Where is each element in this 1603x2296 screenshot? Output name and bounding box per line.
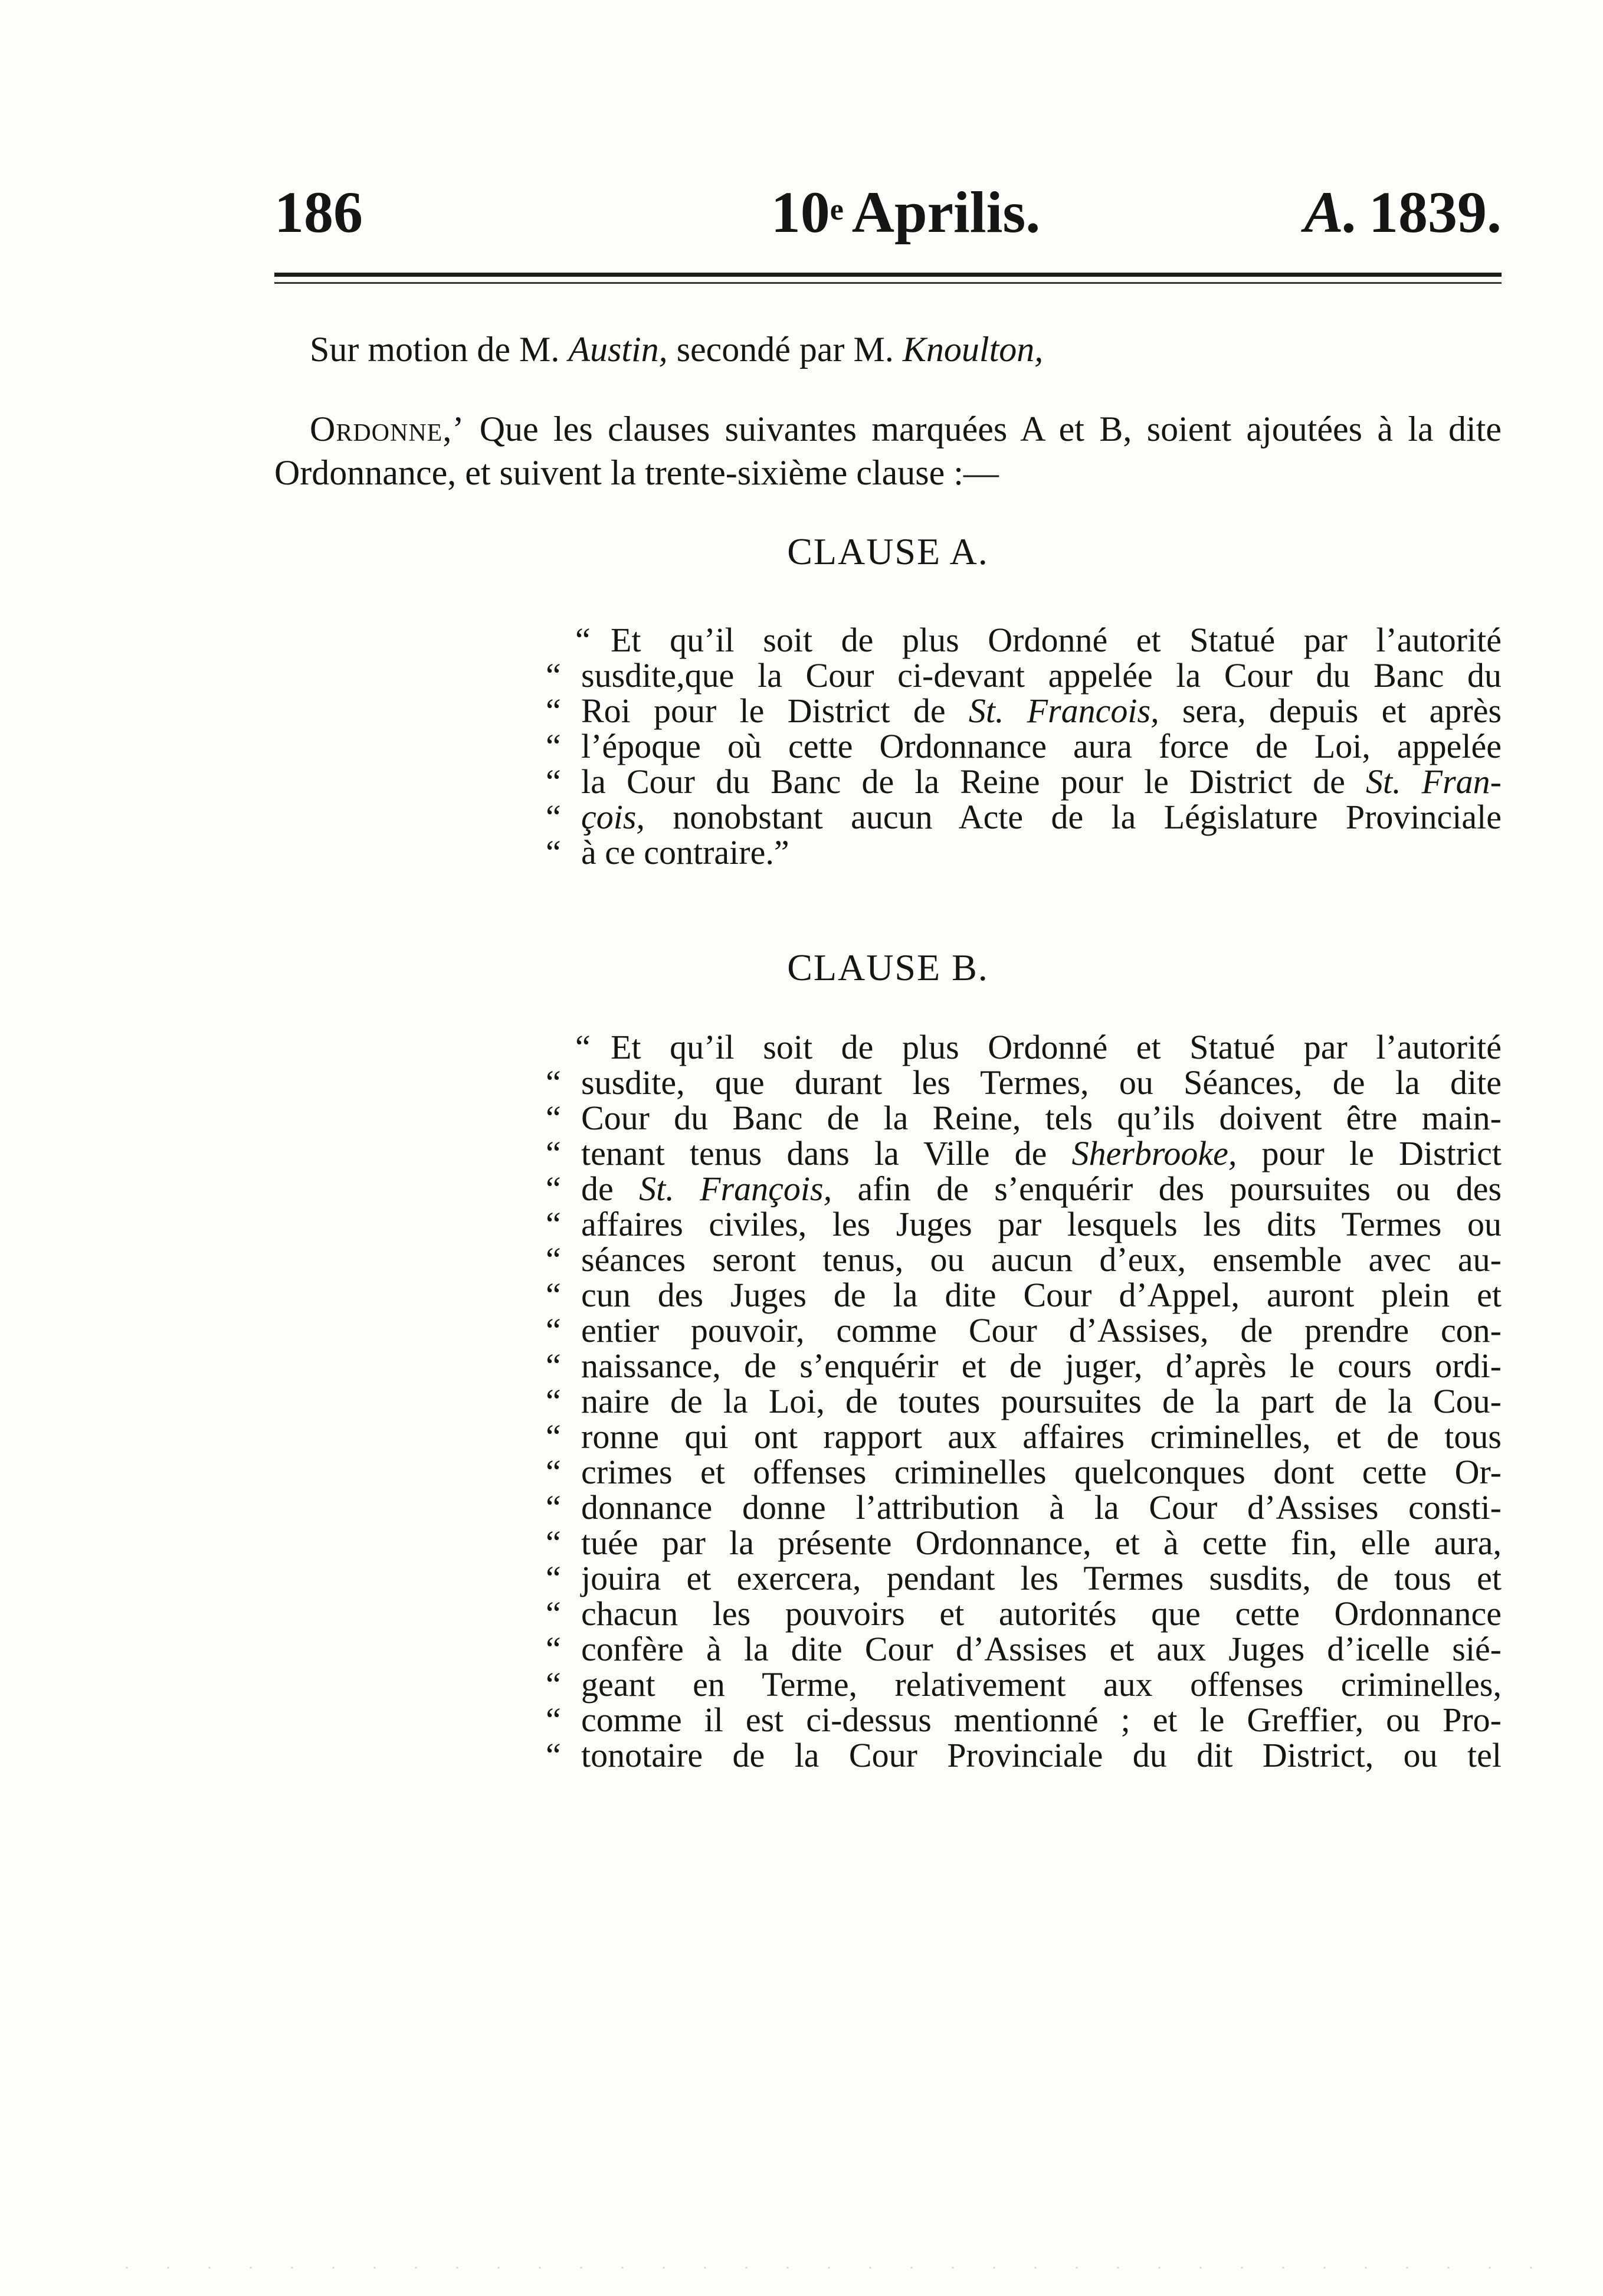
- quote-mark: “: [546, 1559, 561, 1597]
- scan-artifact-dots: [106, 2266, 1546, 2269]
- year-value: 1839.: [1369, 179, 1502, 245]
- clause-b-line: “ de St. François, afin de s’enquérir des poursuites ou des: [546, 1170, 1502, 1208]
- quote-mark: “: [546, 1594, 561, 1633]
- clause-b-line: “ tenant tenus dans la Ville de Sherbrooke, pour le District: [546, 1134, 1502, 1172]
- place-st-francois: St. Francois,: [968, 692, 1159, 730]
- place-cois: çois,: [581, 798, 645, 836]
- clause-b-line: “ Cour du Banc de la Reine, tels qu’ils doivent être main-: [546, 1099, 1502, 1137]
- clause-a-line: “ Roi pour le District de St. Francois, sera, depuis et après: [546, 692, 1502, 730]
- clause-a-line: “ Et qu’il soit de plus Ordonné et Statué par l’autorité: [575, 621, 1502, 659]
- clause-b-text: [546, 1028, 1502, 1774]
- clause-a-line: “ à ce contraire.”: [546, 833, 789, 872]
- quote-mark: “: [546, 1736, 561, 1774]
- quote-mark: “: [546, 1665, 561, 1704]
- clause-b-line: “ tuée par la présente Ordonnance, et à cette fin, elle aura,: [546, 1524, 1502, 1562]
- order-text: Que les clauses suivantes marquées A et B, soient ajoutées à la dite Ordonnance, et suivent la trente-sixième clause :—: [274, 410, 1502, 492]
- clause-b-line: “ ronne qui ont rapport aux affaires criminelles, et de tous: [546, 1417, 1502, 1456]
- header-date: [699, 171, 1112, 254]
- quote-mark: “: [546, 1134, 561, 1172]
- anno-label: A.: [1304, 179, 1358, 245]
- quote-mark: “: [546, 1453, 561, 1491]
- order-keyword: Ordonne,’: [310, 410, 465, 448]
- quote-mark: “: [546, 1524, 561, 1562]
- clause-a-line: “ la Cour du Banc de la Reine pour le District de St. Fran-: [546, 762, 1502, 801]
- date-month: Aprilis.: [851, 179, 1041, 245]
- clause-b-line: “ affaires civiles, les Juges par lesquels les dits Termes ou: [546, 1205, 1502, 1243]
- clause-a-line: “ l’époque où cette Ordonnance aura force de Loi, appelée: [546, 727, 1502, 765]
- date-day: 10: [771, 179, 830, 245]
- clause-b-line: “ comme il est ci-dessus mentionné ; et le Greffier, ou Pro-: [546, 1701, 1502, 1739]
- quote-mark: “: [546, 727, 561, 765]
- quote-mark: “: [575, 621, 591, 659]
- clause-a-heading: CLAUSE A.: [787, 530, 989, 572]
- clause-b-line: “ donnance donne l’attribution à la Cour d’Assises consti-: [546, 1488, 1502, 1527]
- clause-b-line: “ naissance, de s’enquérir et de juger, d’après le cours ordi-: [546, 1347, 1502, 1385]
- clause-b-line: “ confère à la dite Cour d’Assises et aux Juges d’icelle sié-: [546, 1630, 1502, 1668]
- clause-b-line: “ entier pouvoir, comme Cour d’Assises, de prendre con-: [546, 1311, 1502, 1350]
- quote-mark: “: [546, 1701, 561, 1739]
- place-sherbrooke: Sherbrooke,: [1071, 1134, 1237, 1172]
- header-year: [1304, 171, 1502, 254]
- quote-mark: “: [546, 692, 561, 730]
- order-paragraph: [274, 407, 1502, 494]
- quote-mark: “: [546, 1630, 561, 1668]
- page-number: 186: [274, 179, 363, 245]
- quote-mark: “: [546, 762, 561, 801]
- quote-mark: “: [546, 1099, 561, 1137]
- quote-mark: “: [546, 656, 561, 695]
- clause-b-line: “ naire de la Loi, de toutes poursuites de la part de la Cou-: [546, 1382, 1502, 1420]
- header-rule-thin: [274, 282, 1502, 284]
- place-st-fran: St. Fran-: [1365, 762, 1502, 801]
- running-header: [274, 171, 1502, 254]
- date-superscript: e: [830, 193, 844, 227]
- clause-a-line: “ susdite,que la Cour ci-devant appelée la Cour du Banc du: [546, 656, 1502, 695]
- clause-b-line: “ tonotaire de la Cour Provinciale du dit District, ou tel: [546, 1736, 1502, 1774]
- clause-a-line: “ çois, nonobstant aucun Acte de la Législature Provinciale: [546, 798, 1502, 836]
- clause-b-line: “ séances seront tenus, ou aucun d’eux, ensemble avec au-: [546, 1240, 1502, 1279]
- header-rule-thick: [274, 273, 1502, 277]
- quote-mark: “: [546, 833, 561, 872]
- clause-b-line: “ susdite, que durant les Termes, ou Séances, de la dite: [546, 1063, 1502, 1102]
- quote-mark: “: [546, 1205, 561, 1243]
- quote-mark: “: [546, 1347, 561, 1385]
- clause-b-line: “ cun des Juges de la dite Cour d’Appel, auront plein et: [546, 1276, 1502, 1314]
- quote-mark: “: [546, 1170, 561, 1208]
- clause-b-line: “ geant en Terme, relativement aux offenses criminelles,: [546, 1665, 1502, 1704]
- clause-b-heading: CLAUSE B.: [787, 946, 989, 988]
- motion-line: [310, 327, 1043, 371]
- quote-mark: “: [546, 1382, 561, 1420]
- clause-a-text: [546, 621, 1502, 872]
- clause-b-line: “ crimes et offenses criminelles quelconques dont cette Or-: [546, 1453, 1502, 1491]
- clause-b-line: “ jouira et exercera, pendant les Termes susdits, de tous et: [546, 1559, 1502, 1597]
- quote-mark: “: [546, 1311, 561, 1350]
- quote-mark: “: [546, 1276, 561, 1314]
- quote-mark: “: [575, 1028, 591, 1066]
- quote-mark: “: [546, 1240, 561, 1279]
- place-st-francois: St. François,: [639, 1170, 832, 1208]
- motion-prefix: Sur motion de M.: [310, 330, 560, 369]
- quote-mark: “: [546, 1063, 561, 1102]
- quote-mark: “: [546, 798, 561, 836]
- quote-mark: “: [546, 1417, 561, 1456]
- clause-b-line: “ Et qu’il soit de plus Ordonné et Statué par l’autorité: [575, 1028, 1502, 1066]
- quote-mark: “: [546, 1488, 561, 1527]
- motion-seconder: Knoulton,: [902, 330, 1044, 369]
- clause-b-line: “ chacun les pouvoirs et autorités que cette Ordonnance: [546, 1594, 1502, 1633]
- motion-mover: Austin,: [568, 330, 668, 369]
- motion-middle: secondé par M.: [676, 330, 894, 369]
